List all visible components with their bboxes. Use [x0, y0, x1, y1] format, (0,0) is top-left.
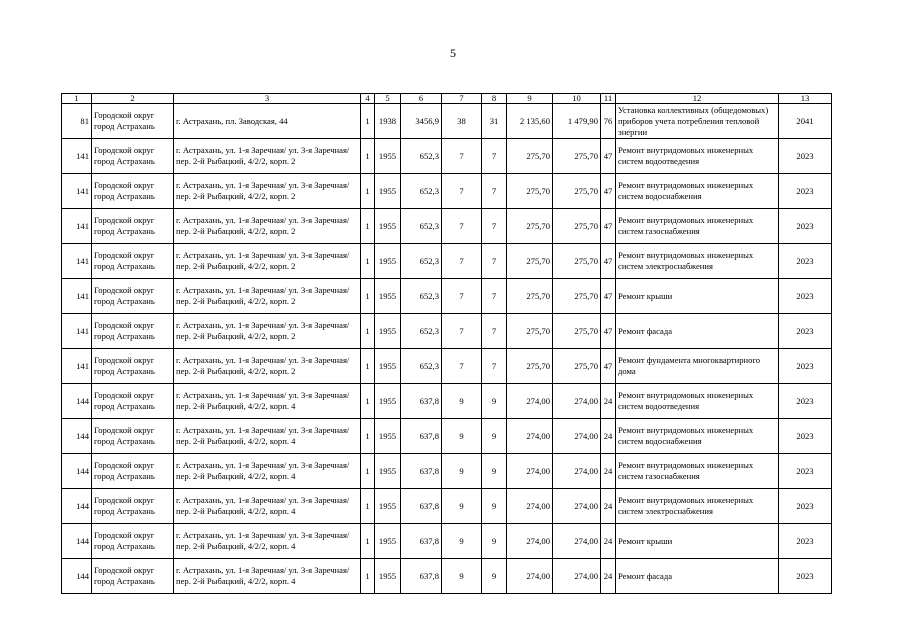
- column-header: 12: [616, 94, 779, 104]
- year-built-cell: 1955: [375, 384, 401, 419]
- column-number-row: [62, 94, 832, 104]
- municipality-cell: Городской округ город Астрахань: [92, 454, 174, 489]
- col7-cell: 9: [442, 524, 482, 559]
- col10-value-cell: 274,00: [553, 419, 601, 454]
- table-row: [62, 349, 832, 384]
- municipality-cell: Городской округ город Астрахань: [92, 279, 174, 314]
- table-row: [62, 524, 832, 559]
- col7-cell: 7: [442, 314, 482, 349]
- year-built-cell: 1938: [375, 104, 401, 139]
- year-cell: 2023: [779, 384, 832, 419]
- municipality-cell: Городской округ город Астрахань: [92, 489, 174, 524]
- year-cell: 2023: [779, 209, 832, 244]
- col11-cell: 24: [601, 524, 616, 559]
- year-cell: 2041: [779, 104, 832, 139]
- year-built-cell: 1955: [375, 279, 401, 314]
- year-cell: 2023: [779, 419, 832, 454]
- col9-value-cell: 275,70: [507, 209, 553, 244]
- col10-value-cell: 274,00: [553, 489, 601, 524]
- col4-cell: 1: [361, 209, 375, 244]
- column-header: 11: [601, 94, 616, 104]
- col7-cell: 7: [442, 174, 482, 209]
- area-cell: 652,3: [401, 279, 442, 314]
- table-row: [62, 104, 832, 139]
- year-built-cell: 1955: [375, 174, 401, 209]
- area-cell: 652,3: [401, 209, 442, 244]
- row-number-cell: 141: [62, 209, 92, 244]
- col11-cell: 24: [601, 419, 616, 454]
- area-cell: 652,3: [401, 174, 442, 209]
- col4-cell: 1: [361, 244, 375, 279]
- area-cell: 3456,9: [401, 104, 442, 139]
- col10-value-cell: 275,70: [553, 209, 601, 244]
- col4-cell: 1: [361, 314, 375, 349]
- column-header: 13: [779, 94, 832, 104]
- column-header: 10: [553, 94, 601, 104]
- col4-cell: 1: [361, 384, 375, 419]
- col9-value-cell: 275,70: [507, 139, 553, 174]
- col7-cell: 9: [442, 559, 482, 594]
- work-type-cell: Ремонт фасада: [616, 314, 779, 349]
- municipality-cell: Городской округ город Астрахань: [92, 209, 174, 244]
- area-cell: 652,3: [401, 314, 442, 349]
- col11-cell: 47: [601, 279, 616, 314]
- col10-value-cell: 274,00: [553, 524, 601, 559]
- row-number-cell: 144: [62, 559, 92, 594]
- year-cell: 2023: [779, 489, 832, 524]
- col8-cell: 7: [482, 174, 507, 209]
- area-cell: 637,8: [401, 454, 442, 489]
- municipality-cell: Городской округ город Астрахань: [92, 139, 174, 174]
- year-cell: 2023: [779, 244, 832, 279]
- column-header: 7: [442, 94, 482, 104]
- work-type-cell: Установка коллективных (общедомовых) приборов учета потребления тепловой энергии: [616, 104, 779, 139]
- table-row: [62, 244, 832, 279]
- col11-cell: 24: [601, 454, 616, 489]
- col11-cell: 47: [601, 349, 616, 384]
- col8-cell: 9: [482, 559, 507, 594]
- col7-cell: 9: [442, 419, 482, 454]
- col10-value-cell: 275,70: [553, 139, 601, 174]
- col4-cell: 1: [361, 559, 375, 594]
- col9-value-cell: 274,00: [507, 559, 553, 594]
- col8-cell: 9: [482, 454, 507, 489]
- table-row: [62, 174, 832, 209]
- address-cell: г. Астрахань, ул. 1-я Заречная/ ул. 3-я Заречная/ пер. 2-й Рыбацкий, 4/2/2, корп. 2: [174, 244, 361, 279]
- col11-cell: 47: [601, 244, 616, 279]
- year-built-cell: 1955: [375, 139, 401, 174]
- col11-cell: 24: [601, 489, 616, 524]
- area-cell: 637,8: [401, 489, 442, 524]
- column-header: 9: [507, 94, 553, 104]
- row-number-cell: 144: [62, 454, 92, 489]
- year-cell: 2023: [779, 349, 832, 384]
- col8-cell: 7: [482, 209, 507, 244]
- work-type-cell: Ремонт внутридомовых инженерных систем электроснабжения: [616, 244, 779, 279]
- col11-cell: 47: [601, 209, 616, 244]
- address-cell: г. Астрахань, ул. 1-я Заречная/ ул. 3-я Заречная/ пер. 2-й Рыбацкий, 4/2/2, корп. 2: [174, 174, 361, 209]
- col8-cell: 7: [482, 139, 507, 174]
- address-cell: г. Астрахань, ул. 1-я Заречная/ ул. 3-я Заречная/ пер. 2-й Рыбацкий, 4/2/2, корп. 4: [174, 524, 361, 559]
- row-number-cell: 144: [62, 419, 92, 454]
- year-built-cell: 1955: [375, 419, 401, 454]
- row-number-cell: 144: [62, 384, 92, 419]
- year-cell: 2023: [779, 524, 832, 559]
- col9-value-cell: 274,00: [507, 384, 553, 419]
- municipality-cell: Городской округ город Астрахань: [92, 174, 174, 209]
- col8-cell: 31: [482, 104, 507, 139]
- address-cell: г. Астрахань, ул. 1-я Заречная/ ул. 3-я Заречная/ пер. 2-й Рыбацкий, 4/2/2, корп. 4: [174, 419, 361, 454]
- year-built-cell: 1955: [375, 244, 401, 279]
- table-row: [62, 454, 832, 489]
- col7-cell: 38: [442, 104, 482, 139]
- work-type-cell: Ремонт крыши: [616, 279, 779, 314]
- row-number-cell: 141: [62, 174, 92, 209]
- col11-cell: 47: [601, 174, 616, 209]
- address-cell: г. Астрахань, ул. 1-я Заречная/ ул. 3-я Заречная/ пер. 2-й Рыбацкий, 4/2/2, корп. 2: [174, 314, 361, 349]
- row-number-cell: 144: [62, 524, 92, 559]
- year-cell: 2023: [779, 139, 832, 174]
- year-built-cell: 1955: [375, 524, 401, 559]
- year-cell: 2023: [779, 559, 832, 594]
- work-type-cell: Ремонт внутридомовых инженерных систем водоснабжения: [616, 419, 779, 454]
- col7-cell: 7: [442, 349, 482, 384]
- table-row: [62, 384, 832, 419]
- column-header: 6: [401, 94, 442, 104]
- col7-cell: 7: [442, 244, 482, 279]
- work-type-cell: Ремонт крыши: [616, 524, 779, 559]
- address-cell: г. Астрахань, ул. 1-я Заречная/ ул. 3-я Заречная/ пер. 2-й Рыбацкий, 4/2/2, корп. 4: [174, 559, 361, 594]
- col10-value-cell: 275,70: [553, 244, 601, 279]
- area-cell: 637,8: [401, 384, 442, 419]
- col9-value-cell: 275,70: [507, 244, 553, 279]
- municipality-cell: Городской округ город Астрахань: [92, 314, 174, 349]
- column-header: 2: [92, 94, 174, 104]
- col7-cell: 9: [442, 454, 482, 489]
- work-type-cell: Ремонт внутридомовых инженерных систем газоснабжения: [616, 209, 779, 244]
- municipality-cell: Городской округ город Астрахань: [92, 524, 174, 559]
- area-cell: 637,8: [401, 419, 442, 454]
- municipality-cell: Городской округ город Астрахань: [92, 244, 174, 279]
- col4-cell: 1: [361, 104, 375, 139]
- address-cell: г. Астрахань, ул. 1-я Заречная/ ул. 3-я Заречная/ пер. 2-й Рыбацкий, 4/2/2, корп. 4: [174, 454, 361, 489]
- municipality-cell: Городской округ город Астрахань: [92, 349, 174, 384]
- table-row: [62, 209, 832, 244]
- col9-value-cell: 274,00: [507, 489, 553, 524]
- address-cell: г. Астрахань, ул. 1-я Заречная/ ул. 3-я Заречная/ пер. 2-й Рыбацкий, 4/2/2, корп. 4: [174, 489, 361, 524]
- col8-cell: 7: [482, 279, 507, 314]
- table-row: [62, 139, 832, 174]
- area-cell: 637,8: [401, 559, 442, 594]
- col10-value-cell: 275,70: [553, 314, 601, 349]
- col10-value-cell: 274,00: [553, 454, 601, 489]
- col4-cell: 1: [361, 174, 375, 209]
- table-row: [62, 489, 832, 524]
- year-cell: 2023: [779, 279, 832, 314]
- col7-cell: 7: [442, 139, 482, 174]
- table-row: [62, 559, 832, 594]
- year-built-cell: 1955: [375, 349, 401, 384]
- row-number-cell: 141: [62, 279, 92, 314]
- work-type-cell: Ремонт внутридомовых инженерных систем водоотведения: [616, 139, 779, 174]
- col9-value-cell: 274,00: [507, 524, 553, 559]
- col10-value-cell: 275,70: [553, 279, 601, 314]
- col4-cell: 1: [361, 524, 375, 559]
- municipality-cell: Городской округ город Астрахань: [92, 384, 174, 419]
- year-cell: 2023: [779, 174, 832, 209]
- municipality-cell: Городской округ город Астрахань: [92, 104, 174, 139]
- address-cell: г. Астрахань, ул. 1-я Заречная/ ул. 3-я Заречная/ пер. 2-й Рыбацкий, 4/2/2, корп. 2: [174, 209, 361, 244]
- column-header: 4: [361, 94, 375, 104]
- address-cell: г. Астрахань, пл. Заводская, 44: [174, 104, 361, 139]
- col8-cell: 7: [482, 244, 507, 279]
- row-number-cell: 141: [62, 314, 92, 349]
- work-type-cell: Ремонт фасада: [616, 559, 779, 594]
- col9-value-cell: 274,00: [507, 419, 553, 454]
- col7-cell: 9: [442, 384, 482, 419]
- col4-cell: 1: [361, 489, 375, 524]
- col11-cell: 47: [601, 314, 616, 349]
- repair-schedule-table: [61, 93, 832, 594]
- col4-cell: 1: [361, 279, 375, 314]
- table-row: [62, 419, 832, 454]
- col8-cell: 7: [482, 349, 507, 384]
- row-number-cell: 144: [62, 489, 92, 524]
- col8-cell: 7: [482, 314, 507, 349]
- col9-value-cell: 2 135,60: [507, 104, 553, 139]
- work-type-cell: Ремонт фундамента многоквартирного дома: [616, 349, 779, 384]
- col10-value-cell: 274,00: [553, 559, 601, 594]
- address-cell: г. Астрахань, ул. 1-я Заречная/ ул. 3-я Заречная/ пер. 2-й Рыбацкий, 4/2/2, корп. 2: [174, 139, 361, 174]
- address-cell: г. Астрахань, ул. 1-я Заречная/ ул. 3-я Заречная/ пер. 2-й Рыбацкий, 4/2/2, корп. 2: [174, 349, 361, 384]
- table-body: [62, 94, 832, 594]
- municipality-cell: Городской округ город Астрахань: [92, 419, 174, 454]
- municipality-cell: Городской округ город Астрахань: [92, 559, 174, 594]
- col9-value-cell: 275,70: [507, 174, 553, 209]
- col11-cell: 47: [601, 139, 616, 174]
- col4-cell: 1: [361, 139, 375, 174]
- work-type-cell: Ремонт внутридомовых инженерных систем газоснабжения: [616, 454, 779, 489]
- column-header: 5: [375, 94, 401, 104]
- col11-cell: 24: [601, 384, 616, 419]
- year-built-cell: 1955: [375, 209, 401, 244]
- col7-cell: 7: [442, 209, 482, 244]
- year-built-cell: 1955: [375, 489, 401, 524]
- col8-cell: 9: [482, 489, 507, 524]
- address-cell: г. Астрахань, ул. 1-я Заречная/ ул. 3-я Заречная/ пер. 2-й Рыбацкий, 4/2/2, корп. 2: [174, 279, 361, 314]
- work-type-cell: Ремонт внутридомовых инженерных систем электроснабжения: [616, 489, 779, 524]
- col11-cell: 76: [601, 104, 616, 139]
- area-cell: 652,3: [401, 349, 442, 384]
- area-cell: 652,3: [401, 244, 442, 279]
- area-cell: 652,3: [401, 139, 442, 174]
- year-built-cell: 1955: [375, 314, 401, 349]
- column-header: 3: [174, 94, 361, 104]
- page-number: 5: [450, 46, 456, 60]
- col8-cell: 9: [482, 524, 507, 559]
- col10-value-cell: 274,00: [553, 384, 601, 419]
- year-built-cell: 1955: [375, 454, 401, 489]
- row-number-cell: 141: [62, 139, 92, 174]
- col11-cell: 24: [601, 559, 616, 594]
- col8-cell: 9: [482, 419, 507, 454]
- col9-value-cell: 274,00: [507, 454, 553, 489]
- col4-cell: 1: [361, 454, 375, 489]
- row-number-cell: 141: [62, 349, 92, 384]
- table-row: [62, 279, 832, 314]
- row-number-cell: 141: [62, 244, 92, 279]
- address-cell: г. Астрахань, ул. 1-я Заречная/ ул. 3-я Заречная/ пер. 2-й Рыбацкий, 4/2/2, корп. 4: [174, 384, 361, 419]
- col9-value-cell: 275,70: [507, 279, 553, 314]
- col10-value-cell: 1 479,90: [553, 104, 601, 139]
- col7-cell: 9: [442, 489, 482, 524]
- col10-value-cell: 275,70: [553, 349, 601, 384]
- col4-cell: 1: [361, 349, 375, 384]
- work-type-cell: Ремонт внутридомовых инженерных систем водоотведения: [616, 384, 779, 419]
- row-number-cell: 81: [62, 104, 92, 139]
- area-cell: 637,8: [401, 524, 442, 559]
- table-row: [62, 314, 832, 349]
- col9-value-cell: 275,70: [507, 314, 553, 349]
- col9-value-cell: 275,70: [507, 349, 553, 384]
- column-header: 8: [482, 94, 507, 104]
- col4-cell: 1: [361, 419, 375, 454]
- year-built-cell: 1955: [375, 559, 401, 594]
- work-type-cell: Ремонт внутридомовых инженерных систем водоснабжения: [616, 174, 779, 209]
- year-cell: 2023: [779, 314, 832, 349]
- col8-cell: 9: [482, 384, 507, 419]
- col10-value-cell: 275,70: [553, 174, 601, 209]
- year-cell: 2023: [779, 454, 832, 489]
- column-header: 1: [62, 94, 92, 104]
- col7-cell: 7: [442, 279, 482, 314]
